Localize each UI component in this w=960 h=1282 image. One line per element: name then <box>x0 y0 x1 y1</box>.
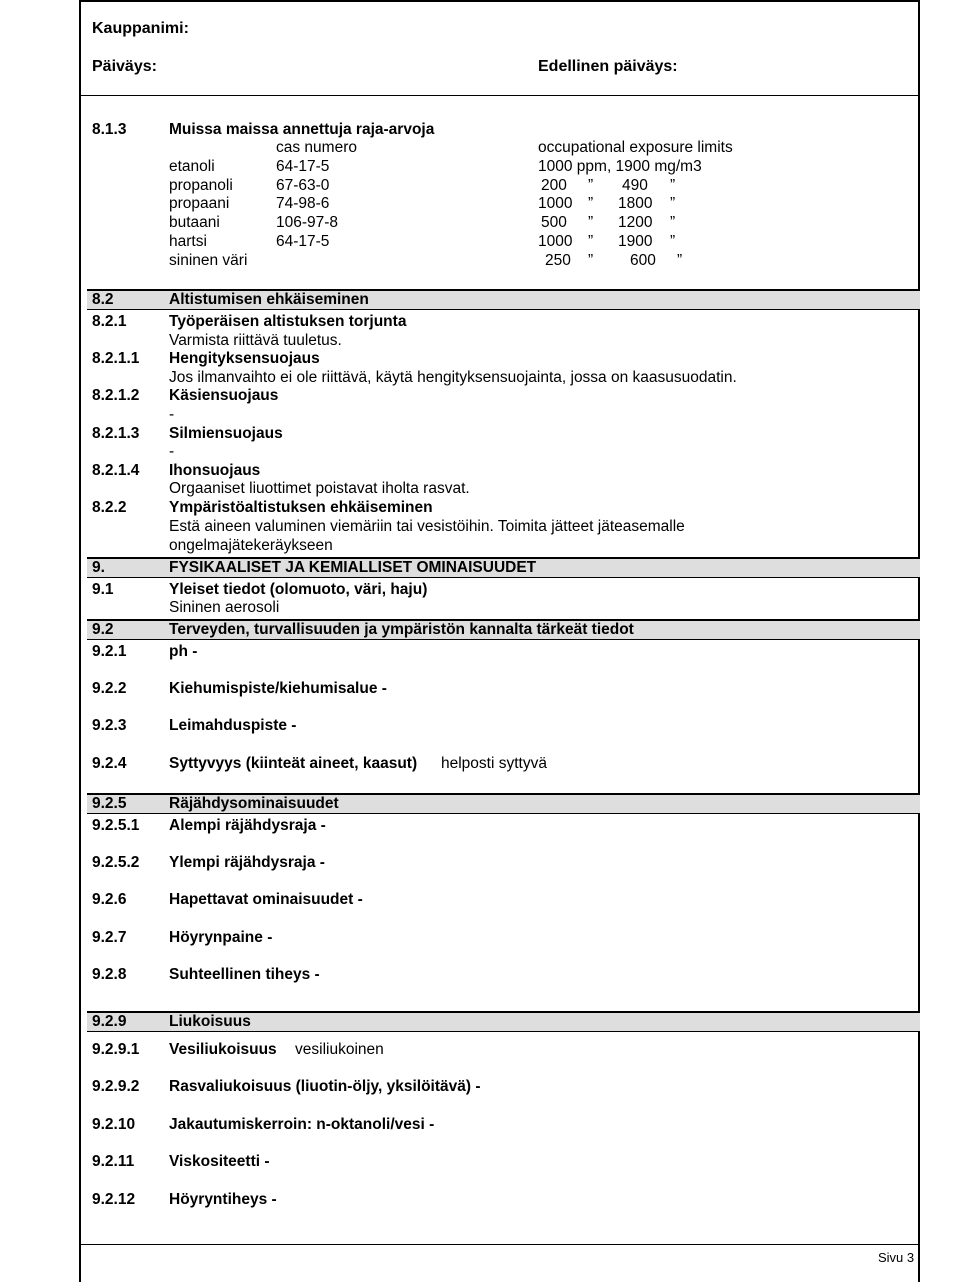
cas-number: 74-98-6 <box>276 195 330 212</box>
ditto-mark: ” <box>677 252 683 269</box>
section-number: 9. <box>92 559 105 576</box>
section-number: 9.2.9.1 <box>92 1041 140 1058</box>
section-title: Höyrynpaine - <box>169 929 273 946</box>
section-title: Leimahduspiste - <box>169 717 297 734</box>
limit-mgm3: 1200 <box>618 214 653 231</box>
section-number: 9.2.1 <box>92 643 127 660</box>
substance-name: butaani <box>169 214 220 231</box>
section-text: Estä aineen valuminen viemäriin tai vesistöihin. Toimita jätteet jäteasemalle <box>169 518 685 535</box>
section-number: 9.2.8 <box>92 966 127 983</box>
limit-ppm: 1000 <box>538 195 573 212</box>
section-title: Terveyden, turvallisuuden ja ympäristön kannalta tärkeät tiedot <box>169 621 634 638</box>
limit-mgm3: 1800 <box>618 195 653 212</box>
section-number: 8.2.2 <box>92 499 127 516</box>
limit-mgm3: 490 <box>622 177 648 194</box>
ditto-mark: ” <box>670 214 676 231</box>
section-number: 9.2.3 <box>92 717 127 734</box>
section-title: Kiehumispiste/kiehumisalue - <box>169 680 387 697</box>
cas-number: 64-17-5 <box>276 233 330 250</box>
limit-ppm: 500 <box>541 214 567 231</box>
company-label: Kauppanimi: <box>92 20 189 37</box>
section-title: Altistumisen ehkäiseminen <box>169 291 369 308</box>
limit-mgm3: 600 <box>630 252 656 269</box>
limit-ppm: 1000 <box>538 233 573 250</box>
header-divider <box>79 95 920 96</box>
section-title: Suhteellinen tiheys - <box>169 966 320 983</box>
top-border <box>79 0 920 2</box>
substance-name: sininen väri <box>169 252 248 269</box>
column-header-oel: occupational exposure limits <box>538 139 733 156</box>
section-text: Orgaaniset liuottimet poistavat iholta rasvat. <box>169 480 470 497</box>
section-number: 9.1 <box>92 581 114 598</box>
section-value: vesiliukoinen <box>295 1041 384 1058</box>
section-title: Viskositeetti - <box>169 1153 270 1170</box>
section-number: 9.2.12 <box>92 1191 136 1208</box>
section-number: 9.2.9 <box>92 1013 127 1030</box>
section-number: 9.2.5.1 <box>92 817 140 834</box>
section-text: Jos ilmanvaihto ei ole riittävä, käytä hengityksensuojainta, jossa on kaasusuodatin. <box>169 369 737 386</box>
section-title: Ympäristöaltistuksen ehkäiseminen <box>169 499 433 516</box>
section-number: 9.2.2 <box>92 680 127 697</box>
section-number: 9.2.10 <box>92 1116 136 1133</box>
section-value: helposti syttyvä <box>441 755 547 772</box>
section-number: 9.2.11 <box>92 1153 135 1170</box>
section-number: 9.2.5.2 <box>92 854 140 871</box>
section-title: ph - <box>169 643 198 660</box>
section-title: Työperäisen altistuksen torjunta <box>169 313 407 330</box>
section-title: Räjähdysominaisuudet <box>169 795 339 812</box>
section-title: Rasvaliukoisuus (liuotin-öljy, yksilöitävä) - <box>169 1078 481 1095</box>
section-title: Silmiensuojaus <box>169 425 283 442</box>
section-title: Höyryntiheys - <box>169 1191 277 1208</box>
section-title: Jakautumiskerroin: n-oktanoli/vesi - <box>169 1116 435 1133</box>
section-text: Varmista riittävä tuuletus. <box>169 332 342 349</box>
exposure-limit: 1000 ppm, 1900 mg/m3 <box>538 158 702 175</box>
cas-number: 64-17-5 <box>276 158 330 175</box>
limit-ppm: 200 <box>541 177 567 194</box>
section-title: Ihonsuojaus <box>169 462 261 479</box>
section-title: Yleiset tiedot (olomuoto, väri, haju) <box>169 581 428 598</box>
section-number: 9.2.7 <box>92 929 127 946</box>
section-title: Syttyvyys (kiinteät aineet, kaasut) <box>169 755 418 772</box>
column-header-cas: cas numero <box>276 139 357 156</box>
ditto-mark: ” <box>588 177 594 194</box>
section-title: Vesiliukoisuus <box>169 1041 277 1058</box>
section-number: 9.2.5 <box>92 795 127 812</box>
section-number: 9.2.9.2 <box>92 1078 140 1095</box>
section-number: 8.2.1 <box>92 313 127 330</box>
substance-name: propaani <box>169 195 230 212</box>
section-number: 8.2.1.1 <box>92 350 140 367</box>
ditto-mark: ” <box>588 214 594 231</box>
section-title: Käsiensuojaus <box>169 387 279 404</box>
section-number: 8.1.3 <box>92 121 127 138</box>
ditto-mark: ” <box>588 252 594 269</box>
cas-number: 106-97-8 <box>276 214 339 231</box>
section-number: 9.2.6 <box>92 891 127 908</box>
section-title: FYSIKAALISET JA KEMIALLISET OMINAISUUDET <box>169 559 537 576</box>
section-title: Hapettavat ominaisuudet - <box>169 891 363 908</box>
section-number: 9.2 <box>92 621 114 638</box>
section-number: 8.2 <box>92 291 114 308</box>
ditto-mark: ” <box>670 177 676 194</box>
limit-mgm3: 1900 <box>618 233 653 250</box>
section-number: 9.2.4 <box>92 755 127 772</box>
section-title: Alempi räjähdysraja - <box>169 817 326 834</box>
ditto-mark: ” <box>670 233 676 250</box>
section-number: 8.2.1.3 <box>92 425 140 442</box>
page-number: Sivu 3 <box>878 1250 915 1265</box>
section-title: Ylempi räjähdysraja - <box>169 854 325 871</box>
cas-number: 67-63-0 <box>276 177 330 194</box>
section-title: Hengityksensuojaus <box>169 350 320 367</box>
section-number: 8.2.1.4 <box>92 462 140 479</box>
date-label: Päiväys: <box>92 58 157 75</box>
substance-name: propanoli <box>169 177 233 194</box>
ditto-mark: ” <box>670 195 676 212</box>
substance-name: etanoli <box>169 158 215 175</box>
section-text: - <box>169 406 175 423</box>
limit-ppm: 250 <box>545 252 571 269</box>
substance-name: hartsi <box>169 233 207 250</box>
ditto-mark: ” <box>588 233 594 250</box>
section-text: Sininen aerosoli <box>169 599 280 616</box>
previous-date-label: Edellinen päiväys: <box>538 58 678 75</box>
footer-divider <box>79 1244 920 1245</box>
section-title: Liukoisuus <box>169 1013 251 1030</box>
section-number: 8.2.1.2 <box>92 387 140 404</box>
section-text: - <box>169 443 175 460</box>
ditto-mark: ” <box>588 195 594 212</box>
section-text: ongelmajätekeräykseen <box>169 537 333 554</box>
section-title: Muissa maissa annettuja raja-arvoja <box>169 121 435 138</box>
